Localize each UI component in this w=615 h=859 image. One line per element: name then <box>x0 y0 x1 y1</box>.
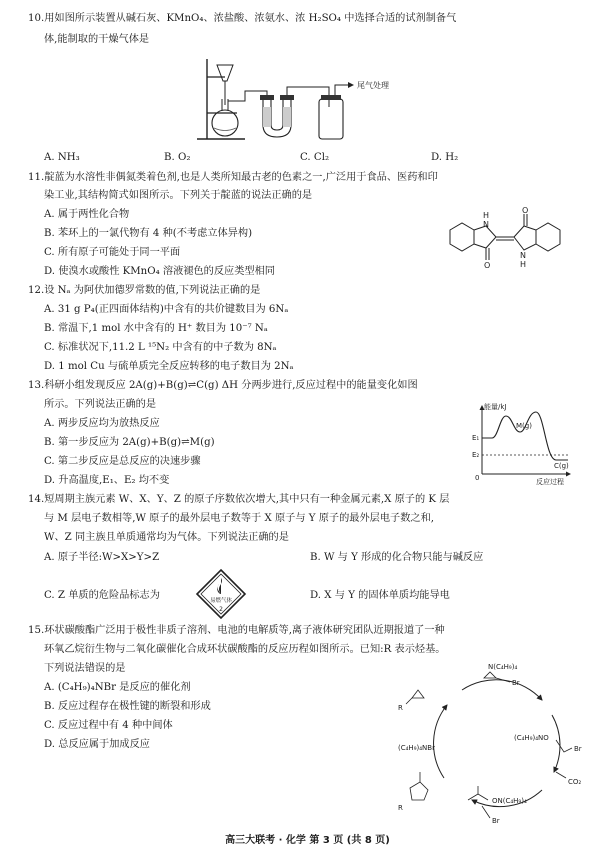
q12-stem: 12.设 Nₐ 为阿伏加德罗常数的值,下列说法正确的是 <box>28 285 261 296</box>
cycle-left-r: R <box>398 704 403 712</box>
product-r: R <box>398 804 403 812</box>
cycle-bottom-intermediate: ON(C₄H₉)₄ <box>492 797 527 805</box>
q14-stem-line1: 14.短周期主族元素 W、X、Y、Z 的原子序数依次增大,其中只有一种金属元素,X 原子的 K 层 <box>28 494 450 505</box>
q10-option-d: D. H₂ <box>431 152 459 163</box>
cycle-catalyst: (C₄H₉)₄NBr <box>398 744 435 752</box>
indigo-h1: H <box>483 211 490 220</box>
q10-stem-line1: 10.用如图所示装置从碱石灰、KMnO₄、浓盐酸、浓氨水、浓 H₂SO₄ 中选择合适的试剂制备气 <box>28 13 457 24</box>
e1-label: E₁ <box>472 434 480 442</box>
gas-apparatus-figure <box>195 55 410 145</box>
q13-stem-line2: 所示。下列说法正确的是 <box>44 399 157 410</box>
indigo-n2: N <box>520 251 526 260</box>
e2-label: E₂ <box>472 451 480 459</box>
origin-label: 0 <box>475 474 480 482</box>
q10-option-b: B. O₂ <box>164 152 191 163</box>
q11-option-d: D. 使溴水或酸性 KMnO₄ 溶液褪色的反应类型相同 <box>44 266 275 277</box>
q12-option-a: A. 31 g P₄(正四面体结构)中含有的共价键数目为 6Nₐ <box>44 304 289 315</box>
page-footer: 高三大联考 · 化学 第 3 页 (共 8 页) <box>225 835 390 846</box>
q13-option-c: C. 第二步反应是总反应的决速步骤 <box>44 456 201 467</box>
indigo-structure <box>440 206 590 272</box>
q13-option-a: A. 两步反应均为放热反应 <box>44 418 160 429</box>
energy-diagram <box>470 400 585 488</box>
m-label: M(g) <box>516 422 532 430</box>
q14-stem-line2: 与 M 层电子数相等,W 原子的最外层电子数等于 X 原子与 Y 原子的最外层电子数之和, <box>44 513 435 524</box>
q15-stem-line2: 环氧乙烷衍生物与二氧化碳催化合成环状碳酸酯的反应历程如图所示。已知:R 表示烃基。 <box>44 644 446 655</box>
q15-option-d: D. 总反应属于加成反应 <box>44 739 150 750</box>
q14-option-c: C. Z 单质的危险品标志为 <box>44 590 160 601</box>
hazard-number: 2 <box>219 606 223 613</box>
q11-option-b: B. 苯环上的一氯代物有 4 种(不考虑立体异构) <box>44 228 253 239</box>
q13-option-d: D. 升高温度,E₁、E₂ 均不变 <box>44 475 170 486</box>
q10-stem-line2: 体,能制取的干燥气体是 <box>44 34 150 45</box>
q14-option-d: D. X 与 Y 的固体单质均能导电 <box>310 590 450 601</box>
q14-option-a: A. 原子半径:W>X>Y>Z <box>44 552 160 563</box>
indigo-n1: N <box>483 220 489 229</box>
tail-gas-label: 尾气处理 <box>357 81 389 90</box>
q11-stem-line1: 11.靛蓝为水溶性非偶氮类着色剂,也是人类所知最古老的色素之一,广泛用于食品、医药和印 <box>28 172 438 183</box>
q12-option-c: C. 标准状况下,11.2 L ¹⁵N₂ 中含有的中子数为 8Nₐ <box>44 342 277 353</box>
q14-option-b: B. W 与 Y 形成的化合物只能与碱反应 <box>310 552 484 563</box>
process-axis-label: 反应过程 <box>536 478 564 486</box>
cycle-bottom-br: Br <box>492 817 500 825</box>
cycle-co2: CO₂ <box>568 778 582 786</box>
q12-option-d: D. 1 mol Cu 与硫单质完全反应转移的电子数目为 2Nₐ <box>44 361 294 372</box>
indigo-o1: O <box>484 261 491 270</box>
cycle-right-intermediate: (C₄H₉)₄NO <box>514 734 549 742</box>
q14-stem-line3: W、Z 同主族且单质通常均为气体。下列说法正确的是 <box>44 532 289 543</box>
cycle-top-label: N(C₄H₉)₄ <box>488 663 518 671</box>
indigo-o2: O <box>522 206 529 215</box>
q15-stem-line3: 下列说法错误的是 <box>44 663 126 674</box>
hazard-text: 易燃气体 <box>209 598 233 604</box>
q13-stem-line1: 13.科研小组发现反应 2A(g)+B(g)⇌C(g) ΔH 分两步进行,反应过程中的能量变化如图 <box>28 380 418 391</box>
c-label: C(g) <box>554 462 569 470</box>
cycle-right-br: Br <box>574 745 582 753</box>
q13-option-b: B. 第一步反应为 2A(g)+B(g)⇌M(g) <box>44 437 215 448</box>
flammable-gas-hazard-icon <box>195 568 247 620</box>
q11-stem-line2: 染工业,其结构简式如图所示。下列关于靛蓝的说法正确的是 <box>44 190 313 201</box>
q12-option-b: B. 常温下,1 mol 水中含有的 H⁺ 数目为 10⁻⁷ Nₐ <box>44 323 268 334</box>
q15-stem-line1: 15.环状碳酸酯广泛用于极性非质子溶剂、电池的电解质等,离子液体研究团队近期报道了一种 <box>28 625 445 636</box>
cycle-top-br: Br <box>512 679 520 687</box>
reaction-cycle-diagram <box>392 660 597 830</box>
q15-option-c: C. 反应过程中有 4 种中间体 <box>44 720 173 731</box>
q11-option-a: A. 属于两性化合物 <box>44 209 130 220</box>
indigo-h2: H <box>520 260 527 269</box>
q15-option-b: B. 反应过程存在极性键的断裂和形成 <box>44 701 211 712</box>
q10-option-a: A. NH₃ <box>44 152 80 163</box>
q10-option-c: C. Cl₂ <box>300 152 330 163</box>
q15-option-a: A. (C₄H₉)₄NBr 是反应的催化剂 <box>44 682 191 693</box>
energy-axis-label: 能量/kJ <box>484 403 507 411</box>
q11-option-c: C. 所有原子可能处于同一平面 <box>44 247 181 258</box>
